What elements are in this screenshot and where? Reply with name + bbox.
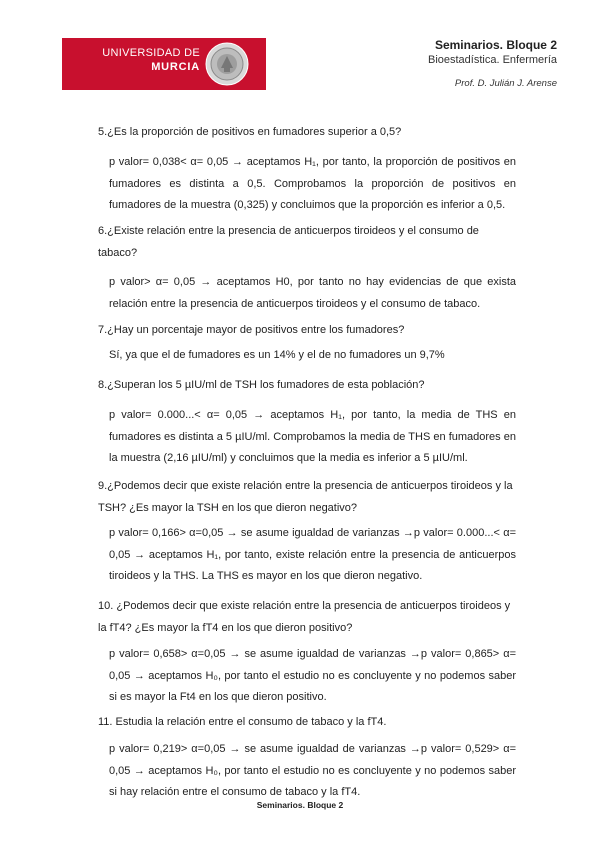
answer-7: Sí, ya que el de fumadores es un 14% y el de no fumadores un 9,7% bbox=[109, 349, 445, 361]
answer-10: p valor= 0,658> α=0,05 → se asume igualdad de varianzas →p valor= 0,865> α= 0,05 → aceptamos H₀, por tanto el estudio no es concluyente y no podemos saber si es mayor la Ft4 en los que dieron positivo. bbox=[109, 648, 516, 703]
answer-9: p valor= 0,166> α=0,05 → se asume igualdad de varianzas →p valor= 0.000...< α= 0,05 → aceptamos H₁, por tanto, existe relación entre la presencia de anticuerpos tiroideos y la THS. La THS es mayor en los que dieron negativo. bbox=[109, 527, 516, 582]
page-footer: Seminarios. Bloque 2 bbox=[256, 800, 344, 810]
question-5: 5.¿Es la proporción de positivos en fumadores superior a 0,5? bbox=[98, 126, 402, 138]
question-7: 7.¿Hay un porcentaje mayor de positivos entre los fumadores? bbox=[98, 324, 405, 336]
answer-5: p valor= 0,038< α= 0,05 → aceptamos H₁, por tanto, la proporción de positivos en fumadores es distinta a 0,5. Comprobamos la proporción de positivos en fumadores de la muestra (0,325) y concluimos que la proporción es inferior a 0,5. bbox=[109, 156, 516, 211]
header-info bbox=[428, 38, 557, 90]
answer-6: p valor> α= 0,05 → aceptamos H0, por tanto no hay evidencias de que exista relación entre la presencia de anticuerpos tiroideos y el consumo de tabaco. bbox=[109, 276, 516, 310]
logo-line2: MURCIA bbox=[151, 61, 200, 73]
header-title: Seminarios. Bloque 2 bbox=[434, 38, 557, 52]
question-10: 10. ¿Podemos decir que existe relación entre la presencia de anticuerpos tiroideos y la fT4? ¿Es mayor la fT4 en los que dieron positivo? bbox=[98, 600, 511, 634]
question-6: 6.¿Existe relación entre la presencia de anticuerpos tiroideos y el consumo de tabaco? bbox=[98, 225, 479, 259]
answer-8: p valor= 0.000...< α= 0,05 → aceptamos H₁, por tanto, la media de THS en fumadores es distinta a 5 µIU/ml. Comprobamos la media de THS en fumadores en la muestra (2,16 µIU/ml) y concluimos que la media es inferior a 5 µIU/ml. bbox=[109, 409, 516, 464]
logo-text bbox=[72, 46, 200, 74]
header-subtitle: Bioestadística. Enfermería bbox=[427, 54, 557, 66]
question-9: 9.¿Podemos decir que existe relación entre la presencia de anticuerpos tiroideos y la TSH? ¿Es mayor la TSH en los que dieron negativo? bbox=[98, 480, 513, 514]
university-logo bbox=[62, 38, 266, 90]
page-header bbox=[0, 0, 600, 100]
logo-line1: UNIVERSIDAD DE bbox=[102, 47, 200, 59]
question-8: 8.¿Superan los 5 µIU/ml de TSH los fumadores de esta población? bbox=[98, 379, 425, 391]
answer-11: p valor= 0,219> α=0,05 → se asume igualdad de varianzas →p valor= 0,529> α= 0,05 → aceptamos H₀, por tanto el estudio no es concluyente y no podemos saber si hay relación entre el consumo de tabaco y la fT4. bbox=[109, 743, 516, 798]
university-seal-icon bbox=[205, 42, 249, 86]
header-professor: Prof. D. Julián J. Arense bbox=[454, 78, 557, 89]
question-11: 11. Estudia la relación entre el consumo de tabaco y la fT4. bbox=[98, 716, 387, 728]
